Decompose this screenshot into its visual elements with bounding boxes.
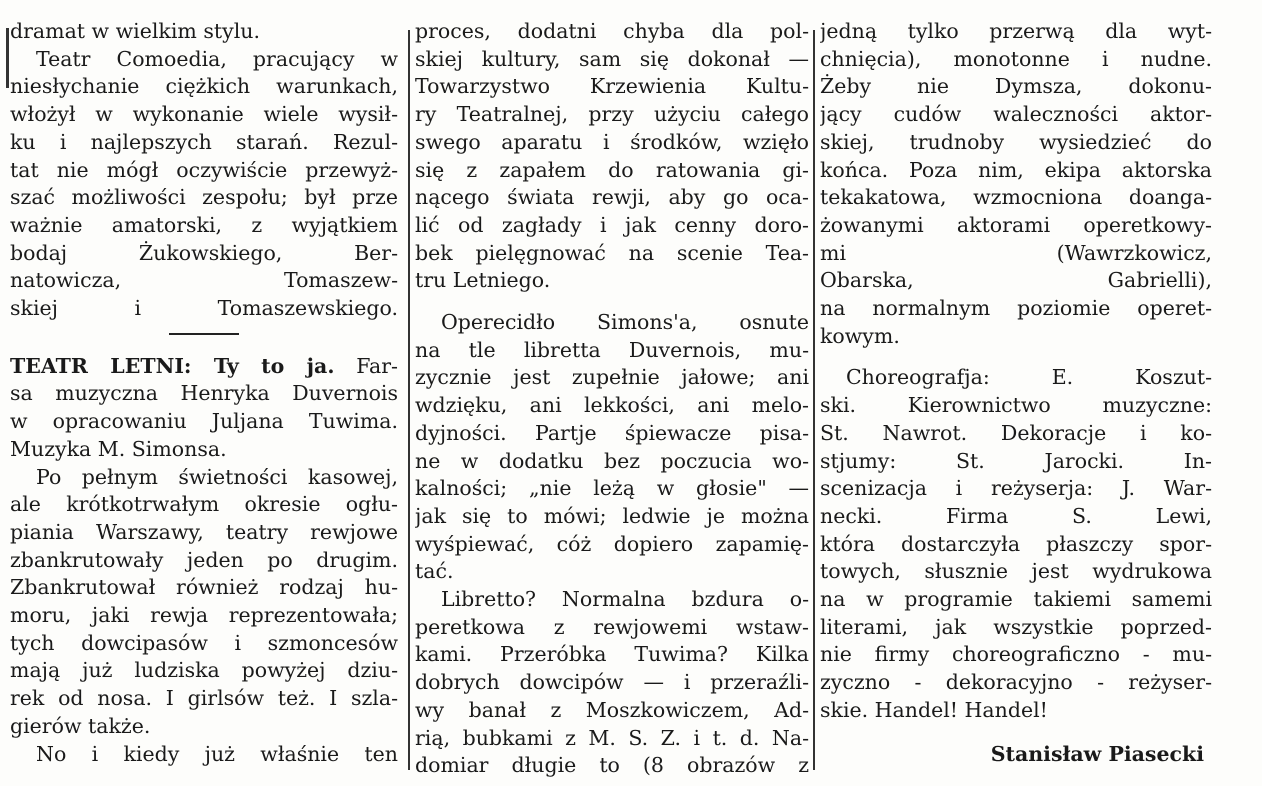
text-line: Teatr Comoedia, pracujący w (36, 46, 398, 71)
text-line: kalności; „nie leżą w głosie" — (415, 476, 809, 501)
text-line: Zbankrutował również rodzaj hu- (10, 575, 398, 600)
text-line: piania Warszawy, teatry rewjowe (10, 519, 398, 544)
text-line: domiar długie to (8 obrazów z (415, 753, 809, 778)
text-line: necki. Firma S. Lewi, (820, 503, 1212, 528)
text-line: skie. Handel! Handel! (820, 697, 1048, 722)
text-line: rek od nosa. I girlsów też. I szla- (10, 686, 398, 711)
text-line: Żeby nie Dymsza, dokonu- (820, 74, 1212, 99)
text-line: towych, słusznie jest wydrukowa (820, 559, 1212, 584)
text-line: stjumy: St. Jarocki. In- (820, 448, 1212, 473)
text-line: tać. (415, 559, 454, 584)
text-line: Libretto? Normalna bzdura o- (441, 587, 809, 612)
text-line: skiej i Tomaszewskiego. (10, 296, 398, 321)
text-line: dobrych dowcipów — i przeraźli- (415, 670, 809, 695)
text-line: jedną tylko przerwą dla wyt- (820, 19, 1212, 43)
text-line: tych dowcipasów i szmoncesów (10, 630, 398, 655)
text-line: Po pełnym świetności kasowej, (36, 464, 398, 489)
text-line: na w programie takiemi samemi (820, 587, 1212, 612)
column-divider-left (408, 30, 410, 770)
text-line: bodaj Żukowskiego, Ber- (10, 240, 398, 265)
text-line: chnięcia), monotonne i nudne. (820, 46, 1212, 71)
text-line: Obarska, Gabrielli), (820, 268, 1212, 293)
text-line: rią, bubkami z M. S. Z. i t. d. Na- (415, 725, 809, 750)
text-line: końca. Poza nim, ekipa aktorska (820, 157, 1212, 182)
paragraph-gap (415, 295, 809, 309)
text-line: tru Letniego. (415, 268, 551, 293)
section-heading-line: TEATR LETNI: Ty to ja. Far- (10, 353, 398, 378)
text-line: dyjności. Partje śpiewacze pisa- (415, 420, 809, 445)
text-line: natowicza, Tomaszew- (10, 268, 398, 293)
text-line: kami. Przeróbka Tuwima? Kilka (415, 642, 809, 667)
text-line: ne w dodatku bez poczucia wo- (415, 448, 809, 473)
text-line: zyczno - dekoracyjno - reżyser- (820, 670, 1212, 695)
text-line: ale krótkotrwałym okresie ogłu- (10, 492, 398, 517)
text-line: na tle libretta Duvernois, mu- (415, 337, 809, 362)
text-line: proces, dodatni chyba dla pol- (415, 19, 809, 43)
text-line: ry Teatralnej, przy użyciu całego (415, 102, 809, 127)
column-divider-right (813, 30, 815, 770)
text-line: Choreografja: E. Koszut- (846, 365, 1212, 390)
text-line: żowanymi aktorami operetkowy- (820, 212, 1212, 237)
text-line: która dostarczyła płaszczy spor- (820, 531, 1212, 556)
text-line: swego aparatu i środków, wzięło (415, 129, 809, 154)
text-line: peretkowa z rewjowemi wstaw- (415, 614, 809, 639)
text-line: skiej kultury, sam się dokonał — (415, 46, 809, 71)
text-line: nie firmy choreograficzno - mu- (820, 642, 1212, 667)
text-line: Operecidło Simons'a, osnute (441, 310, 809, 335)
text-line: tekakatowa, wzmocniona doanga- (820, 185, 1212, 210)
text-line: na normalnym poziomie operet- (820, 296, 1212, 321)
text-line: jący cudów waleczności aktor- (820, 102, 1212, 127)
section-separator (169, 333, 239, 335)
text-line: mi (Wawrzkowicz, (820, 240, 1212, 265)
text-line: No i kiedy już właśnie ten (36, 741, 398, 766)
margin-mark (6, 28, 9, 88)
column-3 (820, 18, 1212, 778)
text-line: zycznie jest zupełnie jałowe; ani (415, 365, 809, 390)
text-line: szać możliwości zespołu; był prze (10, 185, 398, 210)
text-line: gierów także. (10, 713, 151, 738)
text-line: się z zapałem do ratowania gi- (415, 157, 809, 182)
text-line: wyśpiewać, cóż dopiero zapamię- (415, 531, 809, 556)
text-line: skiej, trudnoby wysiedzieć do (820, 129, 1212, 154)
text-line: niesłychanie ciężkich warunkach, (10, 74, 398, 99)
text-line: ważnie amatorski, z wyjątkiem (10, 212, 398, 237)
text-line: kowym. (820, 323, 900, 348)
text-line: bek pielęgnować na scenie Tea- (415, 240, 809, 265)
text-line: lić od zagłady i jak cenny doro- (415, 212, 809, 237)
text-line: ski. Kierownictwo muzyczne: (820, 393, 1212, 418)
text-line: dramat w wielkim stylu. (10, 19, 260, 43)
text-line: moru, jaki rewja reprezentowała; (10, 603, 398, 628)
text-line: literami, jak wszystkie poprzed- (820, 614, 1212, 639)
text-line: jak się to mówi; ledwie je można (415, 503, 809, 528)
column-1 (10, 18, 398, 778)
text-line: ku i najlepszych starań. Rezul- (10, 129, 398, 154)
text-line: zbankrutowały jeden po drugim. (10, 547, 398, 572)
text-line: scenizacja i reżyserja: J. War- (820, 476, 1212, 501)
author-signature: Stanisław Piasecki (990, 741, 1204, 766)
text-line: tat nie mógł oczywiście przewyż- (10, 157, 398, 182)
text-line: sa muzyczna Henryka Duvernois (10, 381, 398, 406)
paragraph-gap (820, 350, 1212, 364)
text-line: Muzyka M. Simonsa. (10, 436, 227, 461)
text-line: włożył w wykonanie wiele wysił- (10, 102, 398, 127)
text-line: wdzięku, ani lekkości, ani melo- (415, 393, 809, 418)
text-line: St. Nawrot. Dekoracje i ko- (820, 420, 1212, 445)
text-line: w opracowaniu Juljana Tuwima. (10, 409, 398, 434)
text-line: mają już ludziska powyżej dziu- (10, 658, 398, 683)
text-line: Towarzystwo Krzewienia Kultu- (415, 74, 809, 99)
column-2 (415, 18, 809, 778)
text-line: nącego świata rewji, aby go oca- (415, 185, 809, 210)
text-line: wy banał z Moszkowiczem, Ad- (415, 697, 809, 722)
